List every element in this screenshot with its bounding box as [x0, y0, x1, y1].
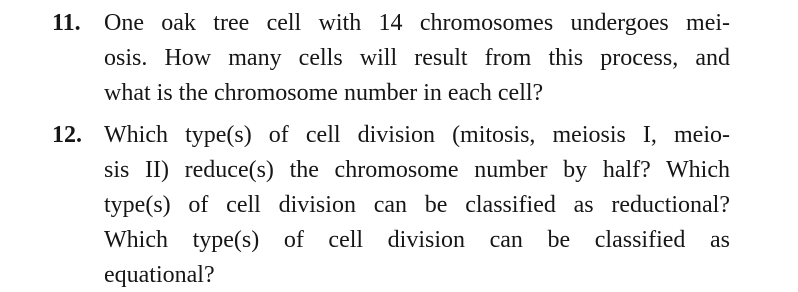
question-text-line: Which type(s) of cell division can be classified as — [104, 227, 730, 253]
question-text-line: what is the chromosome number in each cell? — [104, 80, 544, 106]
question-number: 11. — [52, 10, 81, 36]
question-text-line: type(s) of cell division can be classified as reductional? — [104, 192, 730, 218]
question-number: 12. — [52, 122, 82, 148]
question-text-line: equational? — [104, 262, 215, 288]
question-text-line: Which type(s) of cell division (mitosis, meiosis I, meio- — [104, 122, 730, 148]
question-text-line: sis II) reduce(s) the chromosome number by half? Which — [104, 157, 730, 183]
question-text-line: One oak tree cell with 14 chromosomes undergoes mei- — [104, 10, 730, 36]
question-text-line: osis. How many cells will result from this process, and — [104, 45, 730, 71]
